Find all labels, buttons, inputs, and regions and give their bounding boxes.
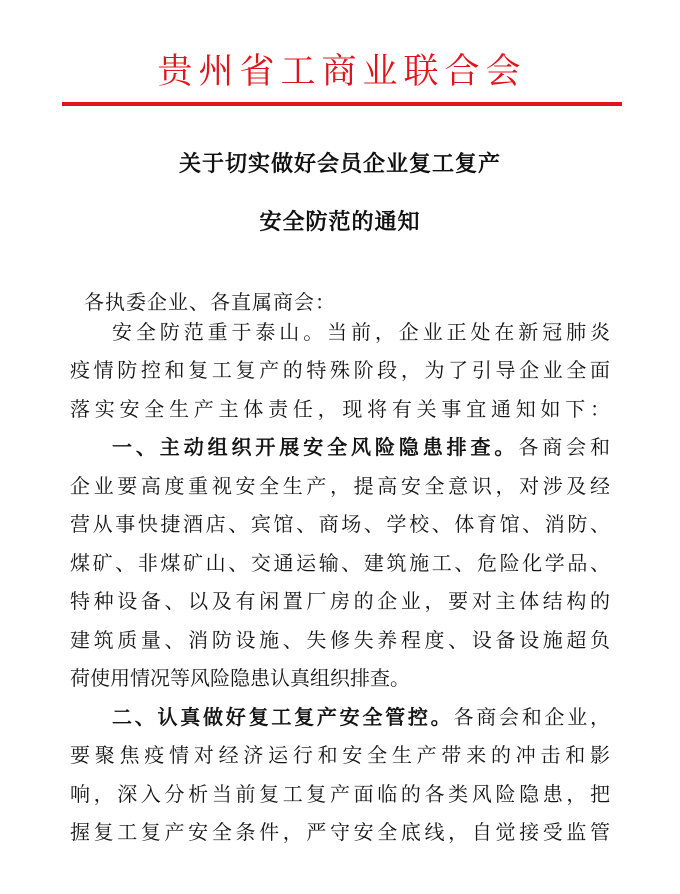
section-2-first-line (70, 699, 610, 735)
notice-title-line-2: 安全防范的通知 (259, 210, 421, 235)
section-2-first-line-rest: 各商会和企业， (453, 705, 611, 729)
section-2-line: 响，深入分析当前复工复产面临的各类风险隐患，把 (70, 782, 610, 806)
letterhead-org-name: 贵州省工商业联合会 (157, 52, 527, 92)
section-1-first-line (70, 429, 610, 465)
section-1-line: 企业要高度重视安全生产，提高安全意识，对涉及经 (70, 474, 610, 498)
section-1-heading: 一、主动组织开展安全风险隐患排查。 (112, 435, 519, 459)
letterhead-red-rule (62, 102, 622, 106)
section-2-line: 握复工复产安全条件，严守安全底线，自觉接受监管 (70, 820, 610, 844)
section-1-line: 营从事快捷酒店、宾馆、商场、学校、体育馆、消防、 (70, 512, 610, 536)
intro-line-1: 安全防范重于泰山。当前，企业正处在新冠肺炎 (112, 320, 610, 344)
section-2-heading: 二、认真做好复工复产安全管控。 (112, 705, 454, 729)
salutation: 各执委企业、各直属商会： (84, 290, 336, 314)
section-1-line: 荷使用情况等风险隐患认真组织排查。 (70, 666, 410, 690)
section-1-first-line-rest: 各商会和 (518, 435, 611, 459)
notice-title-line-1: 关于切实做好会员企业复工复产 (178, 152, 501, 177)
section-1-line: 特种设备、以及有闲置厂房的企业，要对主体结构的 (70, 589, 610, 613)
intro-line-3: 落实安全生产主体责任，现将有关事宜通知如下： (70, 397, 610, 421)
intro-line-2: 疫情防控和复工复产的特殊阶段，为了引导企业全面 (70, 358, 610, 382)
section-1-line: 建筑质量、消防设施、失修失养程度、设备设施超负 (70, 628, 610, 652)
section-2-line: 要聚焦疫情对经济运行和安全生产带来的冲击和影 (70, 743, 610, 767)
section-1-line: 煤矿、非煤矿山、交通运输、建筑施工、危险化学品、 (70, 551, 610, 575)
